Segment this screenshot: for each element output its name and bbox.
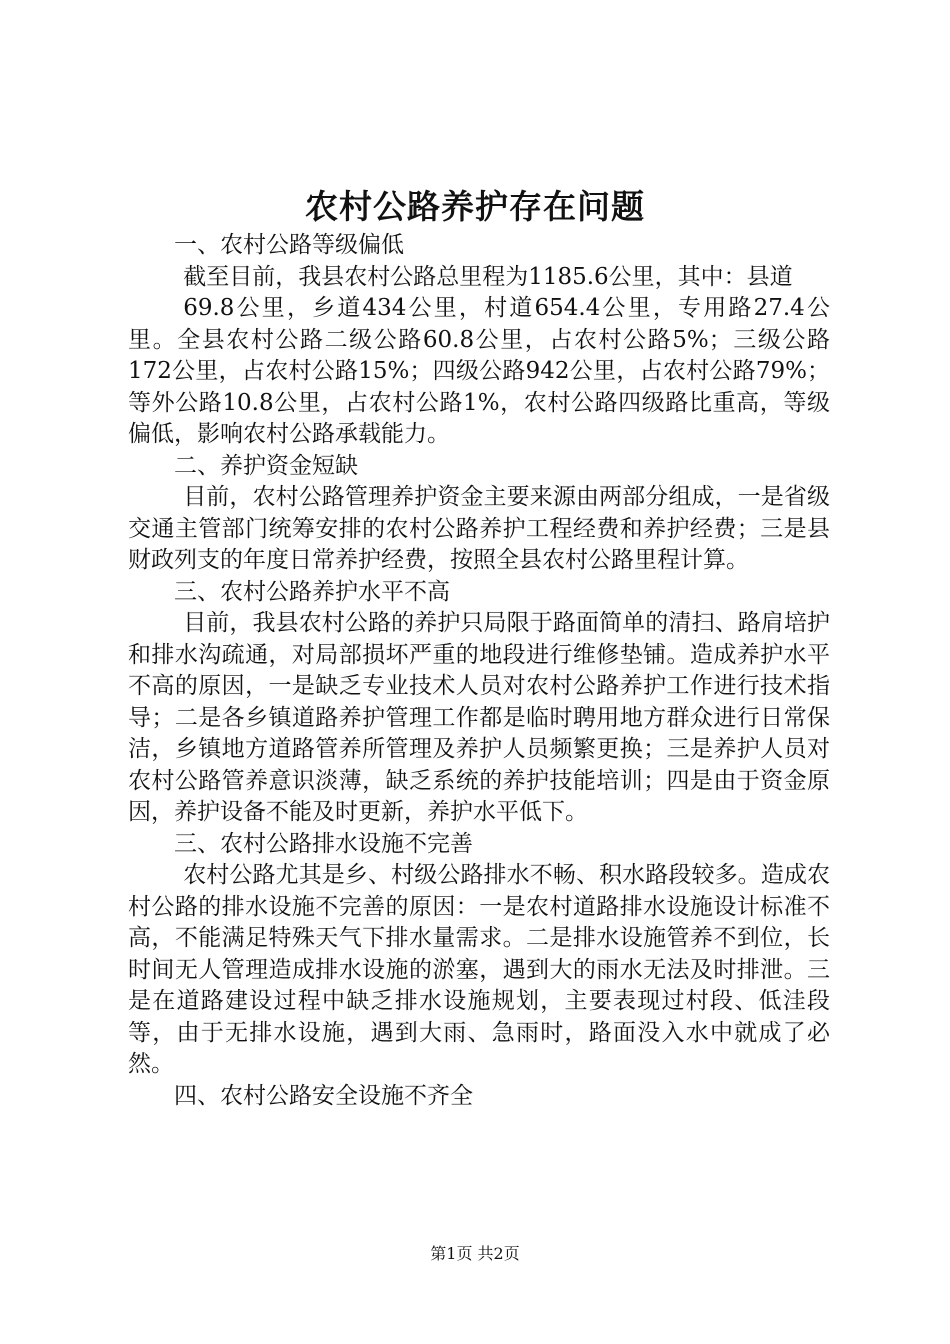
section-heading-5: 四、农村公路安全设施不齐全 [174, 1082, 473, 1109]
document-body [128, 230, 830, 1112]
section-heading-3: 三、农村公路养护水平不高 [174, 578, 450, 605]
paragraph-2: 目前，农村公路管理养护资金主要来源由两部分组成，一是省级交通主管部门统筹安排的农村公路养护工程经费和养护经费；三是县财政列支的年度日常养护经费，按照全县农村公路里程计算。 [128, 484, 830, 573]
document-title: 农村公路养护存在问题 [305, 187, 645, 226]
paragraph-1b: 69.8公里，乡道434公里，村道654.4公里，专用路27.4公里。全县农村公路二级公路60.8公里，占农村公路5%；三级公路172公里，占农村公路15%；四级公路942公里，占农村公路79%；等外公路10.8公里，占农村公路1%，农村公路四级路比重高，等级偏低，影响农村公路承载能力。 [128, 295, 830, 447]
paragraph-3: 目前，我县农村公路的养护只局限于路面简单的清扫、路肩培护和排水沟疏通，对局部损坏严重的地段进行维修垫铺。造成养护水平不高的原因，一是缺乏专业技术人员对农村公路养护工作进行技术指导；二是各乡镇道路养护管理工作都是临时聘用地方群众进行日常保洁，乡镇地方道路管养所管理及养护人员频繁更换；三是养护人员对农村公路管养意识淡薄，缺乏系统的养护技能培训；四是由于资金原因，养护设备不能及时更新，养护水平低下。 [128, 610, 830, 825]
section-heading-4: 三、农村公路排水设施不完善 [174, 830, 473, 857]
page-footer: 第1页 共2页 [430, 1244, 520, 1263]
paragraph-1a: 截至目前，我县农村公路总里程为1185.6公里，其中：县道 [183, 263, 793, 290]
section-heading-1: 一、农村公路等级偏低 [174, 232, 404, 258]
paragraph-4: 农村公路尤其是乡、村级公路排水不畅、积水路段较多。造成农村公路的排水设施不完善的原因：一是农村道路排水设施设计标准不高，不能满足特殊天气下排水量需求。二是排水设施管养不到位，长时间无人管理造成排水设施的淤塞，遇到大的雨水无法及时排泄。三是在道路建设过程中缺乏排水设施规划，主要表现过村段、低洼段等，由于无排水设施，遇到大雨、急雨时，路面没入水中就成了必然。 [128, 862, 830, 1077]
section-heading-2: 二、养护资金短缺 [174, 452, 358, 479]
